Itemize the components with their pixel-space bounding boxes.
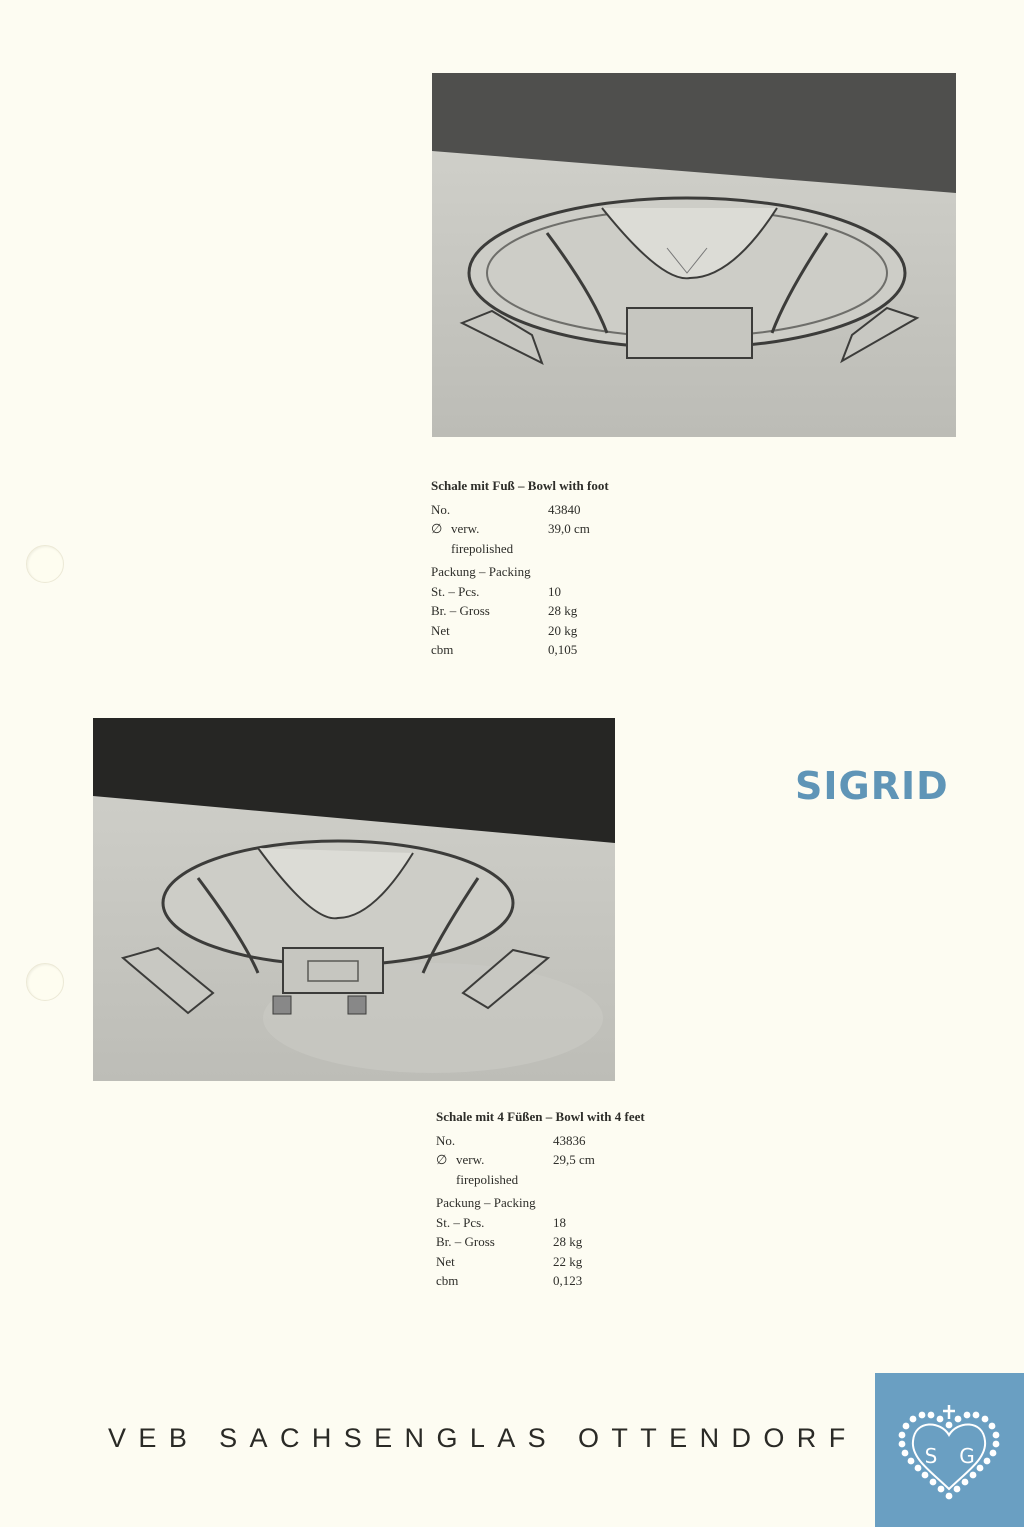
packing-heading: Packung – Packing xyxy=(436,1195,536,1210)
product-number: 43840 xyxy=(548,501,581,517)
company-name: VEB SACHSENGLAS OTTENDORF xyxy=(108,1423,858,1453)
series-title: SIGRID xyxy=(795,764,949,808)
logo-letter-g: G xyxy=(959,1444,975,1468)
title-german: Schale mit 4 Füßen xyxy=(436,1109,543,1124)
product-title: Schale mit Fuß – Bowl with foot xyxy=(431,478,609,493)
logo-box xyxy=(875,1373,1024,1527)
spec-row-diameter: ∅ verw. 29,5 cm xyxy=(436,1150,645,1170)
spec-row-pieces: St. – Pcs. 10 xyxy=(431,583,561,599)
punch-hole-bottom xyxy=(26,963,64,1001)
spec-row-diameter: ∅ verw. 39,0 cm xyxy=(431,519,609,539)
bowl-with-foot-illustration xyxy=(432,73,956,437)
spec-row-pieces: St. – Pcs. 18 xyxy=(436,1214,566,1230)
product-photo-bowl-with-4-feet xyxy=(93,718,615,1081)
spec-row-cbm: cbm 0,123 xyxy=(436,1273,583,1288)
logo-letter-s: S xyxy=(924,1444,938,1468)
product-spec-2 xyxy=(436,1107,645,1291)
spec-row-net: Net 20 kg xyxy=(431,622,578,638)
spec-row-number: No. 43840 xyxy=(431,500,609,520)
product-title: Schale mit 4 Füßen – Bowl with 4 feet xyxy=(436,1109,645,1124)
spec-row-net: Net 22 kg xyxy=(436,1253,583,1269)
spec-row-gross: Br. – Gross 28 kg xyxy=(436,1234,583,1249)
bowl-with-4-feet-illustration xyxy=(93,718,615,1081)
spec-row-number: No. 43836 xyxy=(436,1131,645,1151)
title-english: Bowl with foot xyxy=(527,478,609,493)
title-german: Schale mit Fuß xyxy=(431,478,515,493)
spec-row-gross: Br. – Gross 28 kg xyxy=(431,603,578,618)
diameter-value: 39,0 cm xyxy=(548,521,590,536)
diameter-icon: ∅ xyxy=(436,1152,448,1167)
punch-hole-top xyxy=(26,545,64,583)
diameter-value: 29,5 cm xyxy=(553,1152,595,1167)
finish-note: firepolished xyxy=(456,1171,519,1187)
product-photo-bowl-with-foot xyxy=(432,73,956,437)
spec-row-cbm: cbm 0,105 xyxy=(431,642,578,657)
packing-heading: Packung – Packing xyxy=(431,564,531,579)
title-english: Bowl with 4 feet xyxy=(555,1109,645,1124)
product-spec-1 xyxy=(431,476,609,660)
heart-logo-icon xyxy=(893,1401,1005,1501)
diameter-icon: ∅ xyxy=(431,521,443,536)
finish-note: firepolished xyxy=(451,540,514,556)
product-number: 43836 xyxy=(553,1132,586,1148)
